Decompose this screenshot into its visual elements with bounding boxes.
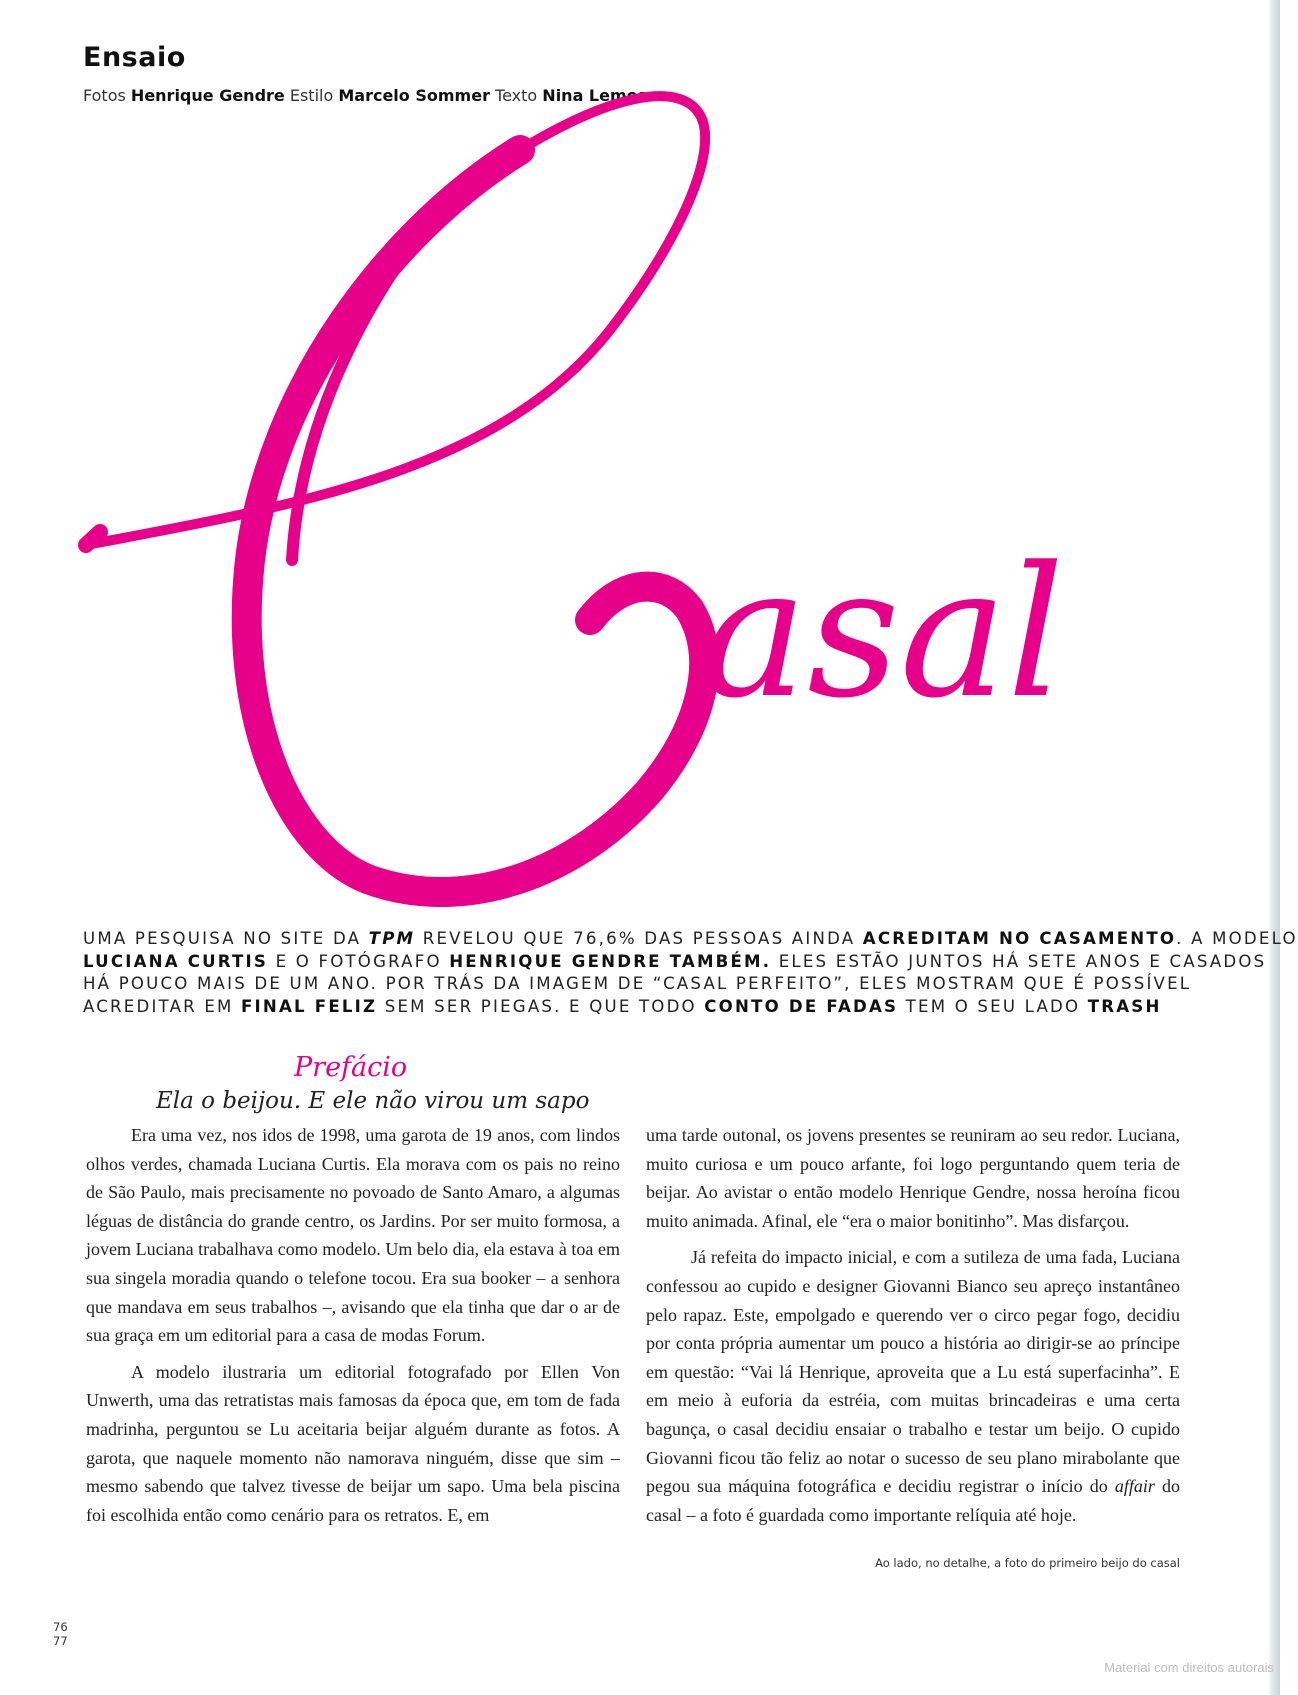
title-initial-c: [247, 150, 704, 892]
page-number-right: 77: [53, 1634, 68, 1648]
article-column-left: [86, 1121, 620, 1537]
article-text: Já refeita do impacto inicial, e com a sutileza de uma fada, Luciana confessou ao cupido e designer Giovanni Bianco seu apreço instantâneo pelo rapaz. Este, empolgado e querendo ver o circo pegar fogo, decidiu por conta própria aumentar um pouco a história ao dirigir-se ao príncipe em questão: “Vai lá Henrique, aproveita que a Lu está superfacinha”. E em meio à euforia da estréia, com muitas brincadeiras e uma certa bagunça, o casal decidiu ensaiar o trabalho e testar um beijo. O cupido Giovanni ficou tão feliz ao notar o sucesso de seu plano mirabolante que pegou sua máquina fotográfica e decidiu registrar o início do: [646, 1247, 1180, 1497]
credit-role: Estilo: [289, 86, 334, 105]
article-paragraph: uma tarde outonal, os jovens presentes se reuniram ao seu redor. Luciana, muito curiosa e um pouco arfante, foi logo perguntando quem teria de beijar. Ao avistar o então modelo Henrique Gendre, nossa heroína ficou muito animada. Afinal, ele “era o maior bonitinho”. Mas disfarçou.: [646, 1125, 1180, 1231]
intro-text: ACREDITAR EM: [83, 996, 242, 1016]
article-paragraph: A modelo ilustraria um editorial fotografado por Ellen Von Unwerth, uma das retratistas mais famosas da época que, em tom de fada madrinha, perguntou se Lu aceitaria beijar alguém durante as fotos. A garota, que naquele momento não namorava ninguém, disse que sim – mesmo sabendo que talvez tivesse de beijar um sapo. Uma bela piscina foi escolhida então como cenário para os retratos. E, em: [86, 1361, 620, 1525]
intro-text: REVELOU QUE 76,6% DAS PESSOAS AINDA: [415, 929, 863, 948]
article-paragraph: [646, 1243, 1180, 1529]
article-column-right: [646, 1121, 1180, 1537]
intro-text: TEM O SEU LADO: [898, 996, 1088, 1016]
preface-heading: Prefácio: [294, 1052, 408, 1083]
intro-line: [83, 996, 1181, 1019]
intro-text: ELES ESTÃO JUNTOS HÁ SETE ANOS E CASADOS: [771, 951, 1267, 971]
intro-text: . A MODELO: [1176, 929, 1298, 948]
intro-highlight: TRASH: [1087, 996, 1162, 1016]
intro-text: SEM SER PIEGAS. E QUE TODO: [377, 996, 705, 1016]
intro-text: UMA PESQUISA NO SITE DA: [83, 929, 369, 948]
intro-line: [83, 928, 1298, 951]
credit-name: Henrique Gendre: [130, 86, 285, 105]
intro-line: [83, 951, 1267, 974]
title-initial-letter: C: [0, 0, 1, 1]
intro-highlight: TPM: [368, 929, 416, 948]
photo-caption: Ao lado, no detalhe, a foto do primeiro beijo do casal: [875, 1556, 1180, 1570]
intro-line: [83, 973, 1192, 996]
credit-name: Marcelo Sommer: [338, 86, 490, 105]
article-paragraph: Era uma vez, nos idos de 1998, uma garota de 19 anos, com lindos olhos verdes, chamada Luciana Curtis. Ela morava com os pais no reino de São Paulo, mais precisamente no povoado de Santo Amaro, a algumas léguas de distância do grande centro, os Jardins. Por ser muito formosa, a jovem Luciana trabalhava como modelo. Um belo dia, ela estava à toa em sua singela moradia quando o telefone tocou. Era sua booker – a senhora que mandava em seus trabalhos –, avisando que ela tinha que dar o ar de sua graça em um editorial para a casa de modas Forum.: [86, 1125, 620, 1346]
intro-highlight: HENRIQUE GENDRE TAMBÉM.: [449, 951, 772, 971]
page-number-left: 76: [53, 1620, 68, 1634]
title-rest: asal: [700, 529, 1065, 738]
copyright-watermark: Material com direitos autorais: [1104, 1660, 1274, 1675]
intro-text: E O FOTÓGRAFO: [268, 951, 450, 971]
section-label: Ensaio: [83, 42, 186, 73]
intro-highlight: ACREDITAM NO CASAMENTO: [862, 929, 1177, 948]
credit-name: Nina Lemos: [542, 86, 648, 105]
title-swash: [86, 96, 705, 545]
article-emphasis: affair: [1114, 1476, 1155, 1497]
intro-highlight: CONTO DE FADAS: [704, 996, 899, 1016]
intro-text: HÁ POUCO MAIS DE UM ANO. POR TRÁS DA IMAGEM DE “CASAL PERFEITO”, ELES MOSTRAM QUE É POSSÍVEL: [83, 974, 1192, 993]
title-swash-tail: [86, 532, 100, 545]
credit-role: Texto: [495, 86, 538, 105]
page-numbers: [53, 1620, 68, 1648]
article-text: do casal – a foto é guardada como importante relíquia até hoje.: [646, 1476, 1180, 1525]
intro-highlight: FINAL FELIZ: [241, 996, 378, 1016]
credit-role: Fotos: [83, 86, 126, 105]
intro-deck: [83, 928, 1298, 1018]
intro-highlight: LUCIANA CURTIS: [83, 951, 269, 971]
preface-subtitle: Ela o beijou. E ele não virou um sapo: [156, 1088, 590, 1114]
